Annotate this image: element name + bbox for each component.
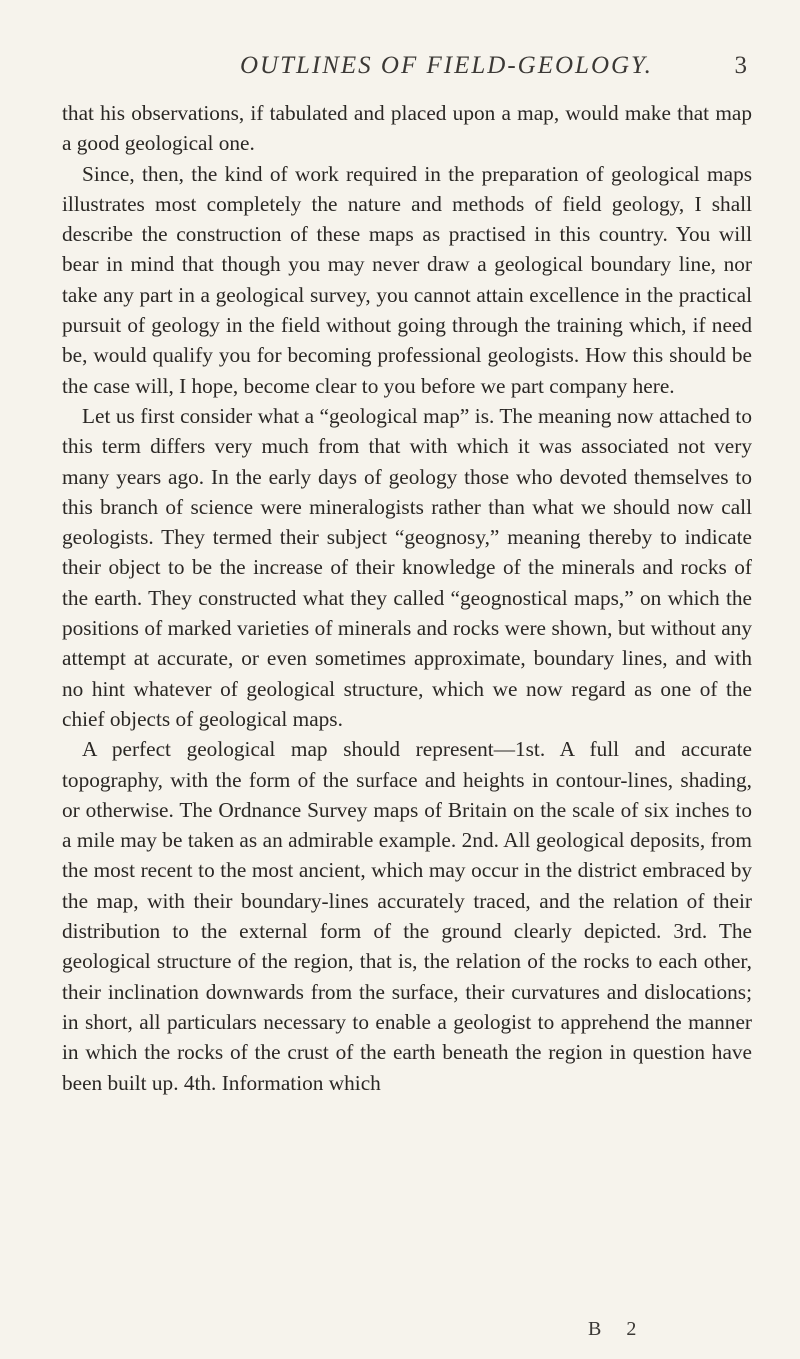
signature-mark: B 2: [588, 1318, 647, 1340]
body-text: [62, 98, 752, 1098]
paragraph: A perfect geological map should represent—1st. A full and accurate topography, with the form of the surface and heights in contour-lines, shading, or otherwise. The Ordnance Survey maps of Britain on the scale of six inches to a mile may be taken as an admirable example. 2nd. All geological deposits, from the most recent to the most ancient, which may occur in the district embraced by the map, with their boundary-lines accurately traced, and the relation of their distribution to the external form of the ground clearly depicted. 3rd. The geological structure of the region, that is, the relation of the rocks to each other, their inclination downwards from the surface, their curvatures and dislocations; in short, all particulars necessary to enable a geologist to apprehend the manner in which the rocks of the crust of the earth beneath the region in question have been built up. 4th. Information which: [62, 737, 752, 1095]
paragraph: Since, then, the kind of work required in the preparation of geological maps illustrates most completely the nature and methods of field geology, I shall describe the construction of these maps as practised in this country. You will bear in mind that though you may never draw a geological boundary line, nor take any part in a geological survey, you cannot attain excellence in the practical pursuit of geology in the field without going through the training which, if need be, would qualify you for becoming professional geologists. How this should be the case will, I hope, become clear to you before we part company here.: [62, 161, 752, 398]
running-title: OUTLINES OF FIELD-GEOLOGY.: [240, 52, 653, 79]
paragraph: Let us first consider what a “geological map” is. The meaning now attached to this term differs very much from that with which it was associated not very many years ago. In the early days of geology those who devoted themselves to this branch of science were mineralogists rather than what we should now call geologists. They termed their subject “geognosy,” meaning thereby to indicate their object to be the increase of their knowledge of the minerals and rocks of the earth. They constructed what they called “geognostical maps,” on which the positions of marked varieties of minerals and rocks were shown, but without any attempt at accurate, or even sometimes approximate, boundary lines, and with no hint whatever of geological structure, which we now regard as one of the chief objects of geological maps.: [62, 403, 752, 731]
paragraph: that his observations, if tabulated and placed upon a map, would make that map a good geological one.: [62, 101, 752, 156]
page-number: 3: [734, 52, 747, 79]
